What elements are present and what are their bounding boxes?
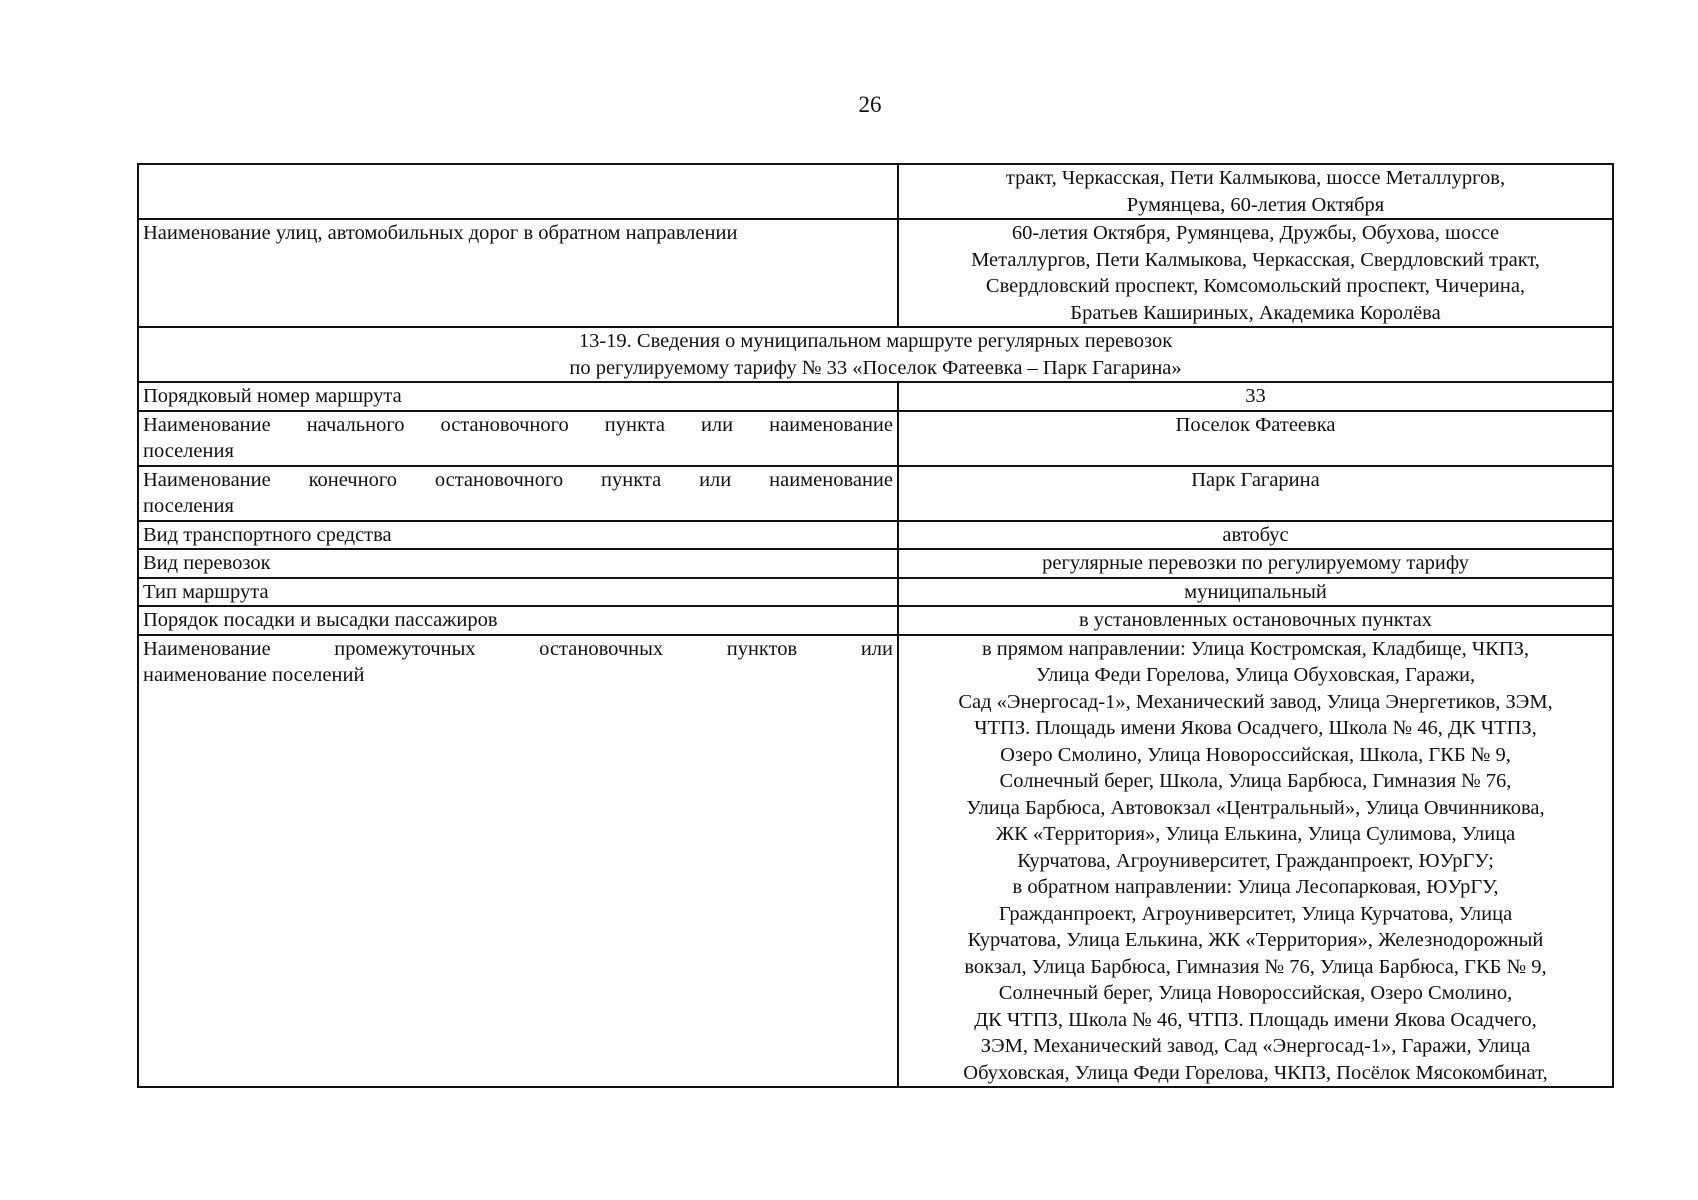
start-stop-value: Поселок Фатеевка [898,411,1613,466]
transport-kind-label: Вид перевозок [138,549,898,578]
table-row [138,635,1613,1088]
route-number-value: 33 [898,382,1613,411]
route-number-label: Порядковый номер маршрута [138,382,898,411]
end-stop-label-line2: поселения [143,495,234,517]
start-stop-label-line1: Наименование начального остановочного пункта или наименование [143,413,893,436]
boarding-label: Порядок посадки и высадки пассажиров [138,606,898,635]
start-stop-label [138,411,898,466]
page-number: 26 [858,92,882,117]
table-row [138,606,1613,635]
route-type-label: Тип маршрута [138,578,898,607]
table-row [138,549,1613,578]
reverse-streets-label: Наименование улиц, автомобильных дорог в обратном направлении [138,219,898,327]
boarding-value: в установленных остановочных пунктах [898,606,1613,635]
table-row [138,327,1613,382]
vehicle-type-label: Вид транспортного средства [138,521,898,550]
table-row [138,382,1613,411]
intermediate-label-line1: Наименование промежуточных остановочных пунктов или [143,637,893,660]
table-row [138,219,1613,327]
table-row [138,164,1613,219]
intermediate-label-line2: наименование поселений [143,664,365,686]
start-stop-label-line2: поселения [143,440,234,462]
intermediate-stops-label [138,635,898,1088]
route-type-value: муниципальный [898,578,1613,607]
end-stop-label-line1: Наименование конечного остановочного пункта или наименование [143,468,893,491]
section-heading: 13-19. Сведения о муниципальном маршруте регулярных перевозок по регулируемому тарифу № 33 «Поселок Фатеевка – Парк Гагарина» [138,327,1613,382]
table-row [138,411,1613,466]
reverse-streets-value: 60-летия Октября, Румянцева, Дружбы, Обухова, шоссе Металлургов, Пети Калмыкова, Черкасская, Свердловский тракт, Свердловский проспект, Комсомольский проспект, Чичерина, Братьев Кашириных, Академика Королёва [898,219,1613,327]
route-info-table [137,163,1614,1088]
table-row [138,521,1613,550]
end-stop-value: Парк Гагарина [898,466,1613,521]
empty-label-cell [138,164,898,219]
table-row [138,466,1613,521]
table-row [138,578,1613,607]
transport-kind-value: регулярные перевозки по регулируемому тарифу [898,549,1613,578]
vehicle-type-value: автобус [898,521,1613,550]
end-stop-label [138,466,898,521]
continuation-value: тракт, Черкасская, Пети Калмыкова, шоссе Металлургов, Румянцева, 60-летия Октября [898,164,1613,219]
intermediate-stops-value: в прямом направлении: Улица Костромская, Кладбище, ЧКПЗ, Улица Феди Горелова, Улица Обуховская, Гаражи, Сад «Энергосад-1», Механический завод, Улица Энергетиков, ЗЭМ, ЧТПЗ. Площадь имени Якова Осадчего, Школа № 46, ДК ЧТПЗ, Озеро Смолино, Улица Новороссийская, Школа, ГКБ № 9, Солнечный берег, Школа, Улица Барбюса, Гимназия № 76, Улица Барбюса, Автовокзал «Центральный», Улица Овчинникова, ЖК «Территория», Улица Елькина, Улица Сулимова, Улица Курчатова, Агроуниверситет, Гражданпроект, ЮУрГУ; в обратном направлении: Улица Лесопарковая, ЮУрГУ, Гражданпроект, Агроуниверситет, Улица Курчатова, Улица Курчатова, Улица Елькина, ЖК «Территория», Железнодорожный вокзал, Улица Барбюса, Гимназия № 76, Улица Барбюса, ГКБ № 9, Солнечный берег, Улица Новороссийская, Озеро Смолино, ДК ЧТПЗ, Школа № 46, ЧТПЗ. Площадь имени Якова Осадчего, ЗЭМ, Механический завод, Сад «Энергосад-1», Гаражи, Улица Обуховская, Улица Феди Горелова, ЧКПЗ, Посёлок Мясокомбинат, [898,635,1613,1088]
